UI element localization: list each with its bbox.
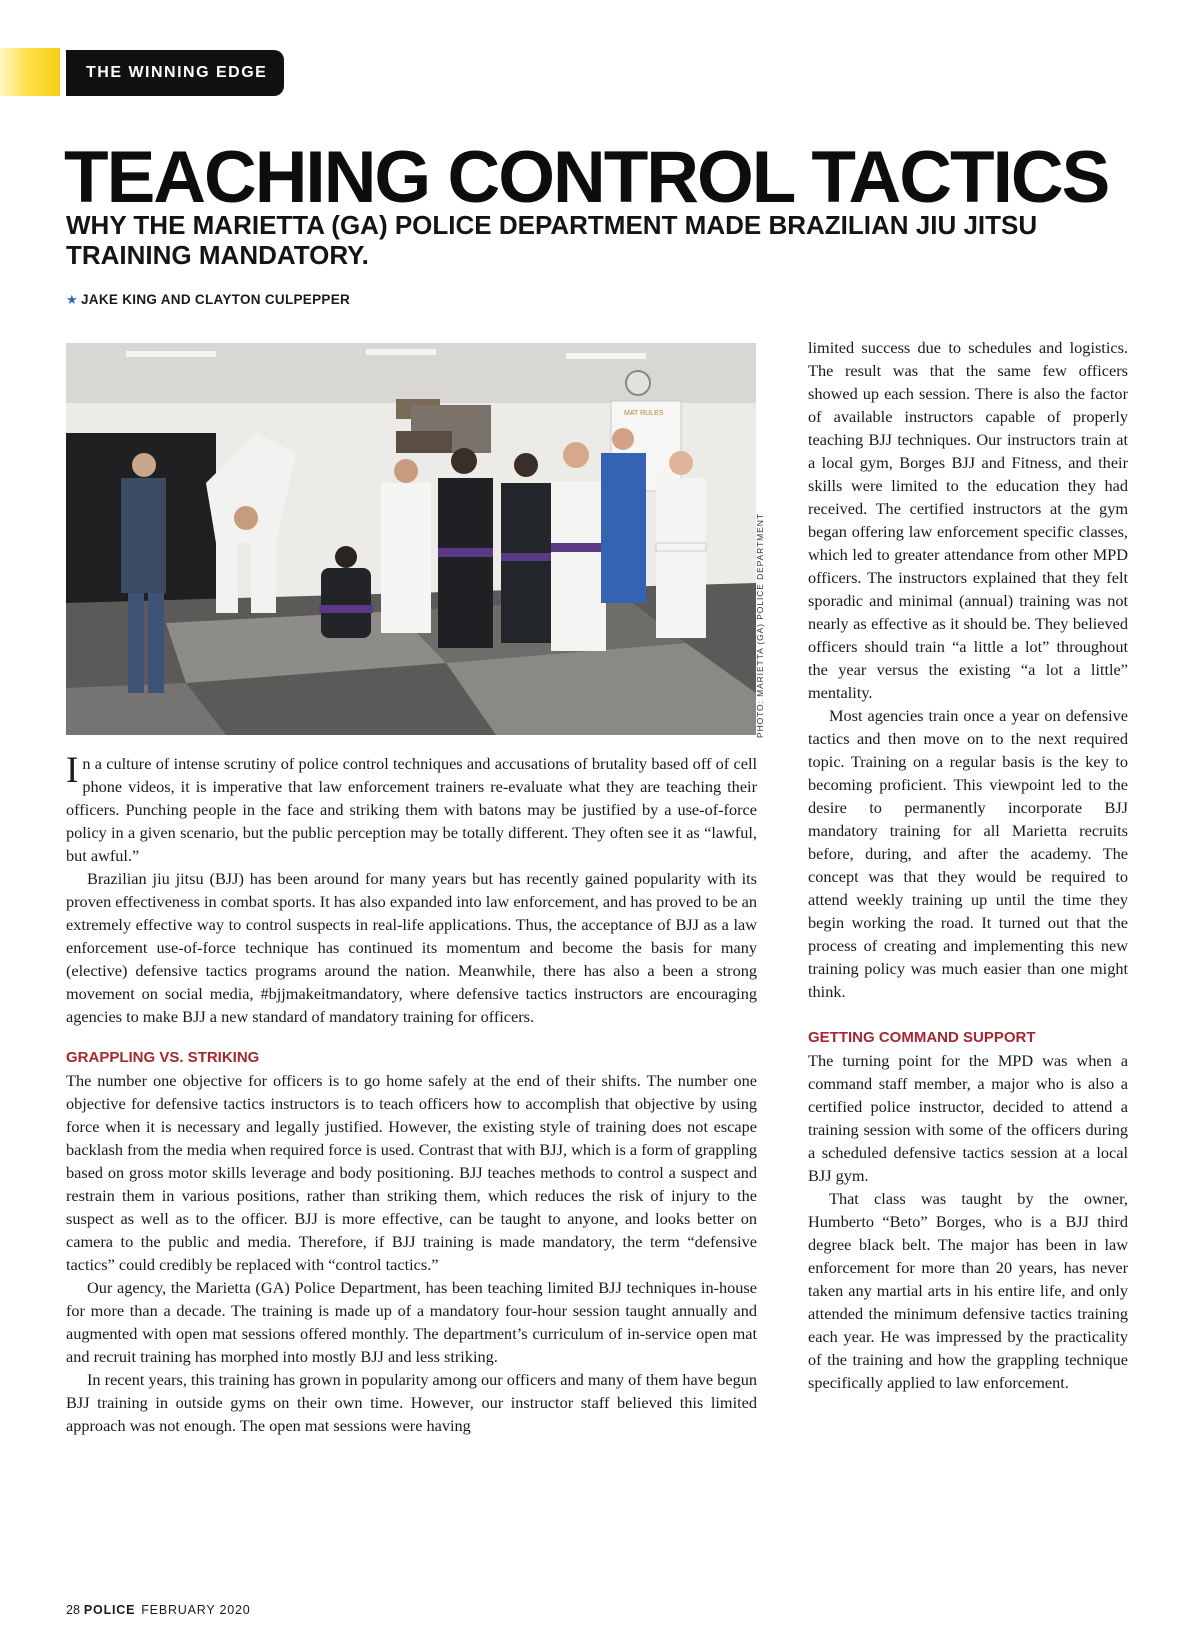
section-heading-grappling: GRAPPLING VS. STRIKING <box>66 1049 260 1066</box>
issue-date: FEBRUARY 2020 <box>141 1603 251 1617</box>
section2-paragraph-2: That class was taught by the owner, Humberto “Beto” Borges, who is a BJJ third degree black belt. The major has been in law enforcement for more than 20 years, has never taken any martial arts in his entire life, and only attended the minimum defensive tactics training each year. He was impressed by the practicality of the training and how the grappling technique specifically applied to law enforcement. <box>808 1189 1128 1392</box>
byline <box>66 292 350 308</box>
article-subhead: WHY THE MARIETTA (GA) POLICE DEPARTMENT MADE BRAZILIAN JIU JITSU TRAINING MANDATORY. <box>66 210 1038 270</box>
photo-credit: PHOTO: MARIETTA (GA) POLICE DEPARTMENT <box>755 513 765 738</box>
drop-cap: I <box>66 750 79 791</box>
article-photo <box>66 343 756 735</box>
section2-paragraph-1: The turning point for the MPD was when a command staff member, a major who is also a certified police instructor, decided to attend a training session with some of the officers during a scheduled defensive tactics session at a local BJJ gym. <box>808 1051 1128 1185</box>
intro-paragraph-2: Brazilian jiu jitsu (BJJ) has been around for many years but has recently gained popularity with its proven effectiveness in combat sports. It has also expanded into law enforcement, and has proved to be an extremely effective way to control suspects in real-life applications. Thus, the acceptance of BJJ as a law enforcement use-of-force technique has continued its momentum and become the basis for many (elective) defensive tactics programs around the nation. Meanwhile, there has also a been a strong movement on social media, #bjjmakeitmandatory, where defensive tactics instructors are encouraging agencies to make BJJ a new standard of mandatory training for officers. <box>66 869 757 1026</box>
section1-paragraph-1: The number one objective for officers is to go home safely at the end of their shifts. The number one objective for defensive tactics instructors is to teach officers how to accomplish that objective by using force when it is necessary and legally justified. However, the existing style of training does not escape backlash from the media when required force is used. Contrast that with BJJ, which is a form of grappling based on gross motor skills leverage and body positioning. BJJ teaches methods to control a suspect and restrain them in various positions, rather than striking them, which reduces the risk of injury to the suspect as well as to the officer. BJJ is more effective, can be taught to anyone, and looks better on camera to the public and media. Therefore, if BJJ training is made mandatory, the term “defensive tactics” could credibly be replaced with “control tactics.” <box>66 1071 757 1274</box>
byline-authors: JAKE KING AND CLAYTON CULPEPPER <box>80 292 351 307</box>
page-footer <box>66 1603 251 1617</box>
section1-paragraph-2: Our agency, the Marietta (GA) Police Department, has been teaching limited BJJ techniques in-house for more than a decade. The training is made up of a mandatory four-hour session taught annually and augmented with open mat sessions offered monthly. The department’s curriculum of in-service open mat and recruit training has morphed into mostly BJJ and less striking. <box>66 1278 757 1366</box>
publication-name: POLICE <box>83 1603 136 1617</box>
section-accent-bar <box>0 48 60 96</box>
article-right-column <box>808 336 1128 1394</box>
article-left-column <box>66 752 757 1437</box>
right-paragraph-2: Most agencies train once a year on defensive tactics and then move on to the next required topic. Training on a regular basis is the key to becoming proficient. This viewpoint led to the desire to permanently incorporate BJJ mandatory training for all Marietta recruits before, during, and after the academy. The concept was that they would be required to attend weekly training up until the time they begin working the road. It turned out that the process of creating and implementing this new training policy was much easier than one might think. <box>808 706 1128 1001</box>
right-paragraph-1: limited success due to schedules and logistics. The result was that the same few officers showed up each session. There is also the factor of available instructors capable of properly teaching BJJ techniques. Our instructors train at a local gym, Borges BJJ and Fitness, and their skills were limited to the education they had received. The certified instructors at the gym began offering law enforcement specific classes, which led to greater attendance from other MPD officers. The instructors explained that they felt sporadic and minimal (annual) training was not nearly as effective as it should be. They believed officers should train “a little a lot” throughout the year versus the existing “a lot a little” mentality. <box>808 338 1128 702</box>
intro-paragraph-1 <box>66 752 757 867</box>
page-number: 28 <box>66 1603 80 1617</box>
section-heading-command-support: GETTING COMMAND SUPPORT <box>808 1029 1036 1046</box>
article-headline: TEACHING CONTROL TACTICS <box>64 137 1109 218</box>
section1-paragraph-3: In recent years, this training has grown in popularity among our officers and many of them have begun BJJ training in outside gyms on their own time. However, our instructor staff believed this limited approach was not enough. The open mat sessions were having <box>66 1370 757 1435</box>
star-icon: ★ <box>66 292 78 307</box>
mat-rules-sign: MAT RULES <box>624 410 664 417</box>
section-tab: THE WINNING EDGE <box>66 50 284 96</box>
intro-paragraph-1-text: n a culture of intense scrutiny of police control techniques and accusations of brutality based off of cell phone videos, it is imperative that law enforcement trainers re-evaluate what they are teaching their officers. Punching people in the face and striking them with batons may be justified by a use-of-force policy in a given scenario, but the public perception may be totally different. They often see it as “lawful, but awful.” <box>66 754 757 865</box>
